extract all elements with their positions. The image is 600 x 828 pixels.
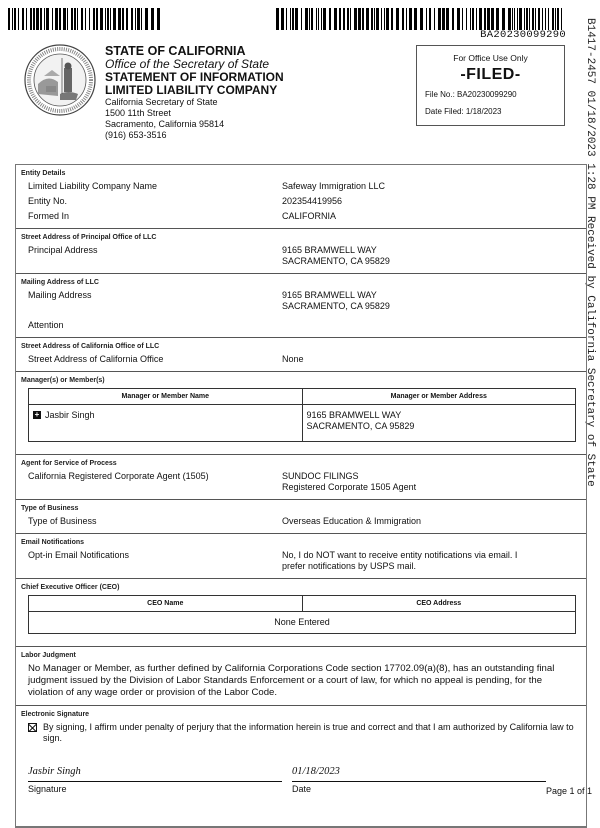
barcode-bar	[535, 8, 536, 30]
barcode-bar	[52, 8, 53, 30]
section-email-notifications	[16, 534, 586, 579]
barcode-bar	[105, 8, 106, 30]
section-business-type	[16, 500, 586, 534]
address-line: SACRAMENTO, CA 95829	[306, 421, 415, 431]
barcode-bar	[301, 8, 302, 30]
field-row	[16, 352, 586, 367]
barcode-bar	[329, 8, 331, 30]
barcode-bar	[519, 8, 522, 30]
barcode-bar	[426, 8, 427, 30]
field-label: Entity No.	[28, 196, 68, 206]
barcode-bar	[281, 8, 284, 30]
field-row	[16, 314, 586, 333]
form-title-line1: STATEMENT OF INFORMATION	[105, 70, 284, 84]
section-title: Labor Judgment	[21, 652, 76, 659]
filed-status: -FILED-	[460, 66, 521, 83]
barcode-bar	[67, 8, 68, 30]
statement-form	[15, 164, 587, 828]
barcode-bar	[286, 8, 287, 30]
barcode-bar	[406, 8, 407, 30]
section-title: Entity Details	[21, 170, 66, 177]
barcode-bar	[96, 8, 98, 30]
barcode-bar	[374, 8, 375, 30]
field-label: Mailing Address	[28, 290, 92, 300]
barcode-bar	[290, 8, 291, 30]
field-row	[16, 548, 586, 574]
barcode-bar	[491, 8, 494, 30]
barcode-bar	[321, 8, 322, 30]
field-value	[282, 550, 586, 572]
section-mailing-address	[16, 274, 586, 338]
california-seal-icon	[24, 44, 96, 116]
barcode-bar	[391, 8, 393, 30]
managers-table	[28, 388, 576, 442]
field-label: Street Address of California Office	[28, 354, 164, 364]
manager-address-cell	[302, 405, 576, 442]
field-value	[282, 320, 586, 331]
table-row	[29, 612, 576, 634]
barcode-bar	[74, 8, 76, 30]
barcode-bar	[538, 8, 540, 30]
field-label: Attention	[28, 320, 64, 330]
barcode-bar	[420, 8, 423, 30]
barcode-bar	[386, 8, 389, 30]
barcode-bar	[141, 8, 142, 30]
value-line: No, I do NOT want to receive entity notifications via email. I	[282, 550, 518, 560]
barcode-left	[8, 8, 164, 30]
manager-name: Jasbir Singh	[45, 410, 95, 420]
section-title: Mailing Address of LLC	[21, 279, 99, 286]
barcode-bar	[118, 8, 121, 30]
column-header: Manager or Member Address	[302, 389, 576, 405]
barcode-bar	[113, 8, 116, 30]
section-title: Street Address of Principal Office of LLC	[21, 234, 157, 241]
address-line: 1500 11th Street	[105, 108, 171, 118]
barcode-bar	[334, 8, 337, 30]
barcode-bar	[371, 8, 373, 30]
column-header: CEO Name	[29, 596, 303, 612]
field-row	[16, 288, 586, 314]
barcode-bar	[30, 8, 32, 30]
barcode-bar	[316, 8, 317, 30]
address-line: SACRAMENTO, CA 95829	[282, 301, 390, 311]
barcode-bar	[438, 8, 441, 30]
barcode-bar	[472, 8, 474, 30]
barcode-bar	[14, 8, 16, 30]
barcode-bar	[81, 8, 83, 30]
field-value: 202354419956	[282, 196, 343, 206]
barcode-bar	[36, 8, 39, 30]
state-title: STATE OF CALIFORNIA	[105, 44, 246, 58]
barcode-bar	[18, 8, 19, 30]
field-label: Type of Business	[28, 516, 97, 526]
field-row	[16, 179, 586, 194]
barcode-bar	[434, 8, 435, 30]
barcode-bar	[107, 8, 109, 30]
address-line: California Secretary of State	[105, 97, 218, 107]
barcode-bar	[276, 8, 279, 30]
section-entity-details	[16, 165, 586, 229]
barcode-bar	[470, 8, 471, 30]
barcode-bar	[557, 8, 559, 30]
barcode-bar	[40, 8, 42, 30]
office-use-title: For Office Use Only	[453, 53, 528, 63]
field-value: None	[282, 354, 304, 364]
barcode-bar	[135, 8, 136, 30]
barcode-bar	[110, 8, 111, 30]
date-filed: Date Filed: 1/18/2023	[425, 107, 502, 116]
barcode-bar	[343, 8, 345, 30]
field-value: CALIFORNIA	[282, 211, 337, 221]
barcode-right	[276, 8, 566, 30]
barcode-bar	[487, 8, 490, 30]
barcode-bar	[462, 8, 463, 30]
labor-judgment-text: No Manager or Member, as further defined by California Corporations Code section 17702.09(a)(8), has an outstanding final judgment issued by the Division of Labor Standards Enforcement or a court of law, for which no appeal is pending, for the violation of any wage order or provision of the Labor Code.	[28, 663, 555, 698]
barcode-bar	[366, 8, 369, 30]
field-label: Principal Address	[28, 245, 98, 255]
ceo-table	[28, 595, 576, 634]
field-row	[16, 514, 586, 529]
column-header: Manager or Member Name	[29, 389, 303, 405]
field-row	[16, 469, 586, 495]
barcode-bar	[409, 8, 412, 30]
barcode-bar	[484, 8, 486, 30]
value-line: prefer notifications by USPS mail.	[282, 561, 417, 571]
barcode-bar	[12, 8, 13, 30]
file-number: File No.: BA20230099290	[425, 90, 517, 99]
barcode-bar	[350, 8, 351, 30]
table-header-row	[29, 389, 576, 405]
section-ceo	[16, 579, 586, 647]
barcode-bar	[552, 8, 554, 30]
field-value: Safeway Immigration LLC	[282, 181, 386, 191]
field-row	[16, 194, 586, 209]
field-value: Overseas Education & Immigration	[282, 516, 422, 526]
field-label: Limited Liability Company Name	[28, 181, 158, 191]
barcode-bar	[545, 8, 546, 30]
barcode-bar	[323, 8, 326, 30]
address-line: 9165 BRAMWELL WAY	[282, 245, 377, 255]
barcode-bar	[85, 8, 86, 30]
expand-plus-icon[interactable]: +	[34, 409, 40, 419]
barcode-bar	[46, 8, 49, 30]
barcode-bar	[414, 8, 417, 30]
barcode-bar	[561, 8, 562, 30]
office-subtitle: Office of the Secretary of State	[105, 57, 270, 71]
barcode-bar	[33, 8, 35, 30]
barcode-bar	[347, 8, 349, 30]
field-row	[16, 209, 586, 224]
barcode-bar	[44, 8, 45, 30]
signature-value: Jasbir Singh	[28, 766, 282, 782]
barcode-bar	[555, 8, 556, 30]
empty-cell: None Entered	[29, 612, 576, 634]
barcode-bar	[63, 8, 66, 30]
affirmation-row	[16, 720, 586, 744]
date-field	[292, 766, 546, 794]
barcode-bar	[309, 8, 310, 30]
address-line: Sacramento, California 95814	[105, 119, 225, 129]
affirmation-text: By signing, I affirm under penalty of perjury that the information herein is true and correct and that I am authorized by California law to sign.	[43, 722, 574, 743]
field-value	[282, 245, 586, 267]
barcode-bar	[151, 8, 154, 30]
agent-name: SUNDOC FILINGS	[282, 471, 359, 481]
barcode-bar	[479, 8, 482, 30]
section-agent	[16, 455, 586, 500]
barcode-bar	[429, 8, 431, 30]
barcode-number: BA20230099290	[480, 29, 566, 41]
section-title: Agent for Service of Process	[21, 460, 117, 467]
barcode-bar	[496, 8, 499, 30]
barcode-bar	[126, 8, 128, 30]
section-title: Chief Executive Officer (CEO)	[21, 584, 120, 591]
barcode-bar	[305, 8, 308, 30]
barcode-bar	[466, 8, 467, 30]
barcode-bar	[526, 8, 528, 30]
section-labor-judgment	[16, 647, 586, 706]
barcode-bar	[145, 8, 148, 30]
address-line: 9165 BRAMWELL WAY	[282, 290, 377, 300]
barcode-bar	[442, 8, 445, 30]
barcode-bar	[295, 8, 298, 30]
field-label: Opt-in Email Notifications	[28, 550, 130, 560]
section-principal-office	[16, 229, 586, 274]
barcode-bar	[93, 8, 95, 30]
barcode-bar	[532, 8, 534, 30]
barcode-bar	[452, 8, 454, 30]
manager-name-cell	[29, 405, 303, 442]
barcode-bar	[384, 8, 385, 30]
table-header-row	[29, 596, 576, 612]
section-title: Street Address of California Office of LLC	[21, 343, 160, 350]
table-row	[29, 405, 576, 442]
barcode-bar	[131, 8, 133, 30]
barcode-bar	[311, 8, 313, 30]
barcode-bar	[446, 8, 449, 30]
date-caption: Date	[292, 784, 312, 794]
field-value	[282, 471, 586, 493]
field-label: Formed In	[28, 211, 70, 221]
barcode-bar	[529, 8, 530, 30]
date-value: 01/18/2023	[292, 766, 546, 782]
barcode-bar	[502, 8, 505, 30]
barcode-bar	[55, 8, 58, 30]
barcode-bar	[122, 8, 124, 30]
section-ca-office	[16, 338, 586, 372]
page-number: Page 1 of 1	[545, 786, 592, 796]
signature-lines	[16, 744, 586, 822]
office-use-box	[416, 45, 565, 126]
barcode-bar	[376, 8, 379, 30]
barcode-bar	[292, 8, 294, 30]
barcode-bar	[548, 8, 549, 30]
barcode-bar	[362, 8, 364, 30]
address-line: SACRAMENTO, CA 95829	[282, 256, 390, 266]
barcode-bar	[77, 8, 78, 30]
barcode-bar	[157, 8, 160, 30]
barcode-bar	[542, 8, 543, 30]
barcode-bar	[358, 8, 361, 30]
barcode-bar	[514, 8, 515, 30]
barcode-bar	[137, 8, 140, 30]
section-title: Manager(s) or Member(s)	[21, 377, 105, 384]
barcode-bar	[524, 8, 525, 30]
barcode-bar	[22, 8, 24, 30]
barcode-bar	[71, 8, 73, 30]
barcode-bar	[59, 8, 61, 30]
barcode-bar	[339, 8, 341, 30]
section-electronic-signature	[16, 706, 586, 826]
column-header: CEO Address	[302, 596, 576, 612]
barcode-bar	[517, 8, 518, 30]
section-managers	[16, 372, 586, 455]
field-label: California Registered Corporate Agent (1505)	[28, 471, 209, 481]
agent-type: Registered Corporate 1505 Agent	[282, 482, 417, 492]
received-stamp: B1417-2457 01/18/2023 1:28 PM Received by California Secretary of State	[584, 18, 596, 487]
barcode-bar	[26, 8, 27, 30]
document-header	[105, 45, 284, 141]
barcode-bar	[457, 8, 460, 30]
section-title: Electronic Signature	[21, 711, 90, 718]
section-title: Type of Business	[21, 505, 79, 512]
barcode-bar	[8, 8, 10, 30]
barcode-bar	[354, 8, 357, 30]
affirmation-checkbox[interactable]	[28, 723, 37, 732]
barcode-bar	[100, 8, 103, 30]
section-title: Email Notifications	[21, 539, 85, 546]
barcode-bar	[89, 8, 90, 30]
address-line: (916) 653-3516	[105, 130, 167, 140]
barcode-bar	[396, 8, 399, 30]
barcode-bar	[508, 8, 511, 30]
barcode-bar	[381, 8, 382, 30]
signature-caption: Signature	[28, 784, 67, 794]
address-line: 9165 BRAMWELL WAY	[306, 410, 402, 420]
barcode-bar	[318, 8, 319, 30]
form-title-line2: LIMITED LIABILITY COMPANY	[105, 83, 278, 97]
signature-field	[28, 766, 282, 794]
barcode-bar	[512, 8, 513, 30]
barcode-bar	[476, 8, 477, 30]
barcode-bar	[402, 8, 404, 30]
field-value	[282, 290, 586, 312]
field-row	[16, 243, 586, 269]
